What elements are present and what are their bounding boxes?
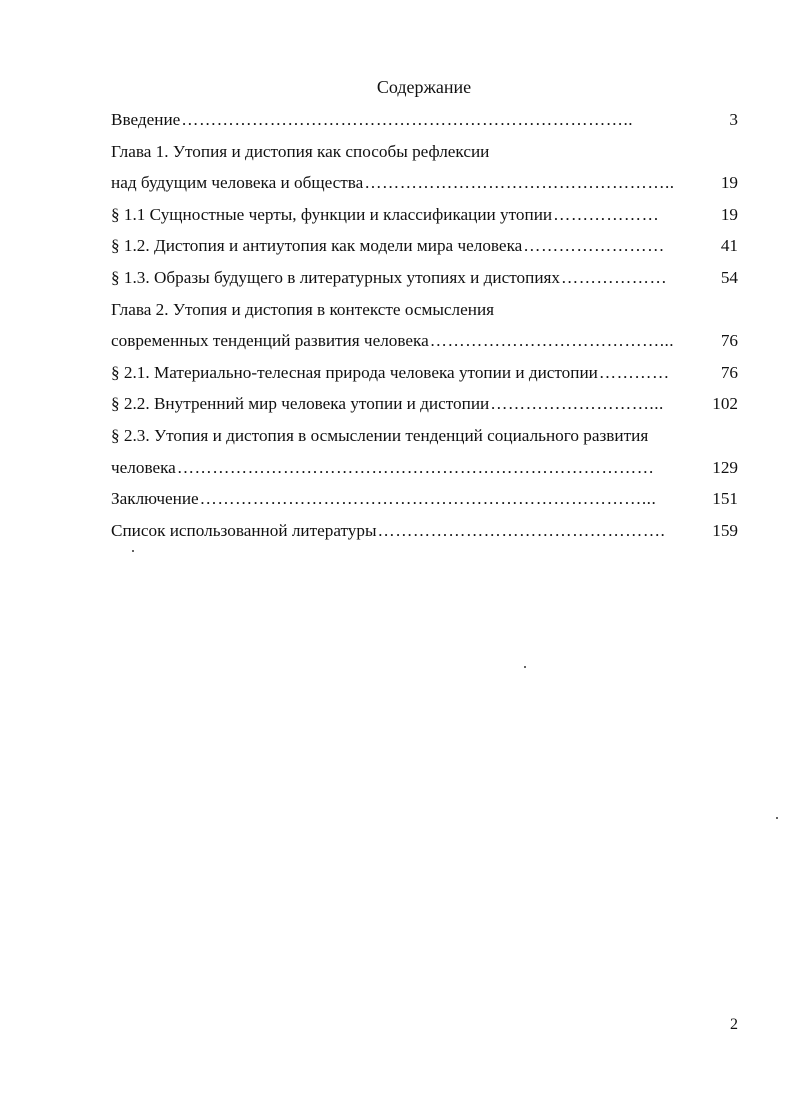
toc-leader-dots: ……………………………………………………………………… bbox=[176, 457, 655, 477]
toc-entry-introduction bbox=[111, 109, 738, 141]
toc-entry-chapter-1-cont bbox=[111, 172, 738, 204]
toc-leader-dots: …………………………………………….. bbox=[364, 173, 675, 193]
page-number: 2 bbox=[730, 1016, 738, 1033]
toc-leader-dots: …………………………………………………………………... bbox=[199, 489, 657, 509]
toc-page-number: 41 bbox=[720, 236, 738, 256]
toc-leader-dots: …………………… bbox=[523, 236, 665, 256]
toc-entry-text: современных тенденций развития человека bbox=[111, 331, 429, 351]
toc-page-number: 129 bbox=[712, 457, 738, 477]
toc-page-number: 102 bbox=[712, 394, 738, 414]
toc-entry-section-1-2 bbox=[111, 235, 738, 267]
toc-page-number: 151 bbox=[712, 489, 738, 509]
toc-leader-dots: …………………………………………. bbox=[377, 520, 666, 540]
toc-entry-text: человека bbox=[111, 457, 176, 477]
toc-entry-chapter-1 bbox=[111, 141, 738, 173]
toc-leader-dots: ……………… bbox=[561, 267, 668, 287]
toc-entry-text: над будущим человека и общества bbox=[111, 173, 364, 193]
toc-entry-section-2-1 bbox=[111, 362, 738, 394]
toc-page-number: 3 bbox=[729, 110, 738, 129]
toc-page-number: 19 bbox=[720, 173, 738, 193]
toc-entry-text: Список использованной литературы bbox=[111, 520, 377, 540]
table-of-contents bbox=[111, 109, 738, 551]
toc-entry-section-2-3 bbox=[111, 425, 738, 457]
toc-page-number: 76 bbox=[720, 362, 738, 382]
toc-page-number: 54 bbox=[720, 267, 738, 287]
toc-entry-text: Глава 2. Утопия и дистопия в контексте осмысления bbox=[111, 299, 495, 319]
toc-entry-chapter-2 bbox=[111, 299, 738, 331]
toc-page-number: 19 bbox=[720, 204, 738, 224]
toc-entry-bibliography bbox=[111, 520, 738, 552]
scan-speck bbox=[524, 666, 526, 668]
toc-entry-text: § 2.1. Материально-телесная природа человека утопии и дистопии bbox=[111, 362, 598, 382]
toc-leader-dots: ………………………... bbox=[490, 394, 664, 414]
page-title: Содержание bbox=[376, 77, 472, 97]
toc-leader-dots: ……………… bbox=[553, 204, 660, 224]
toc-entry-section-2-3-cont bbox=[111, 457, 738, 489]
toc-leader-dots: ………… bbox=[598, 362, 670, 382]
scan-speck bbox=[132, 550, 134, 552]
toc-entry-text: Глава 1. Утопия и дистопия как способы рефлексии bbox=[111, 141, 490, 161]
toc-page-number: 76 bbox=[720, 331, 738, 351]
toc-leader-dots: ………………………………………………………………….. bbox=[181, 110, 634, 129]
toc-entry-text: Заключение bbox=[111, 489, 199, 509]
toc-entry-section-2-2 bbox=[111, 393, 738, 425]
toc-entry-text: § 1.1 Сущностные черты, функции и классификации утопии bbox=[111, 204, 553, 224]
toc-entry-section-1-1 bbox=[111, 204, 738, 236]
toc-entry-text: § 2.2. Внутренний мир человека утопии и дистопии bbox=[111, 394, 490, 414]
toc-leader-dots: …………………………………... bbox=[429, 331, 675, 351]
toc-page-number: 159 bbox=[712, 520, 738, 540]
toc-entry-text: § 1.2. Дистопия и антиутопия как модели мира человека bbox=[111, 236, 523, 256]
toc-entry-conclusion bbox=[111, 488, 738, 520]
toc-entry-text: Введение bbox=[111, 110, 181, 129]
toc-entry-text: § 2.3. Утопия и дистопия в осмыслении тенденций социального развития bbox=[111, 425, 649, 445]
toc-entry-chapter-2-cont bbox=[111, 330, 738, 362]
toc-entry-text: § 1.3. Образы будущего в литературных утопиях и дистопиях bbox=[111, 267, 561, 287]
toc-entry-section-1-3 bbox=[111, 267, 738, 299]
scan-speck bbox=[776, 817, 778, 819]
